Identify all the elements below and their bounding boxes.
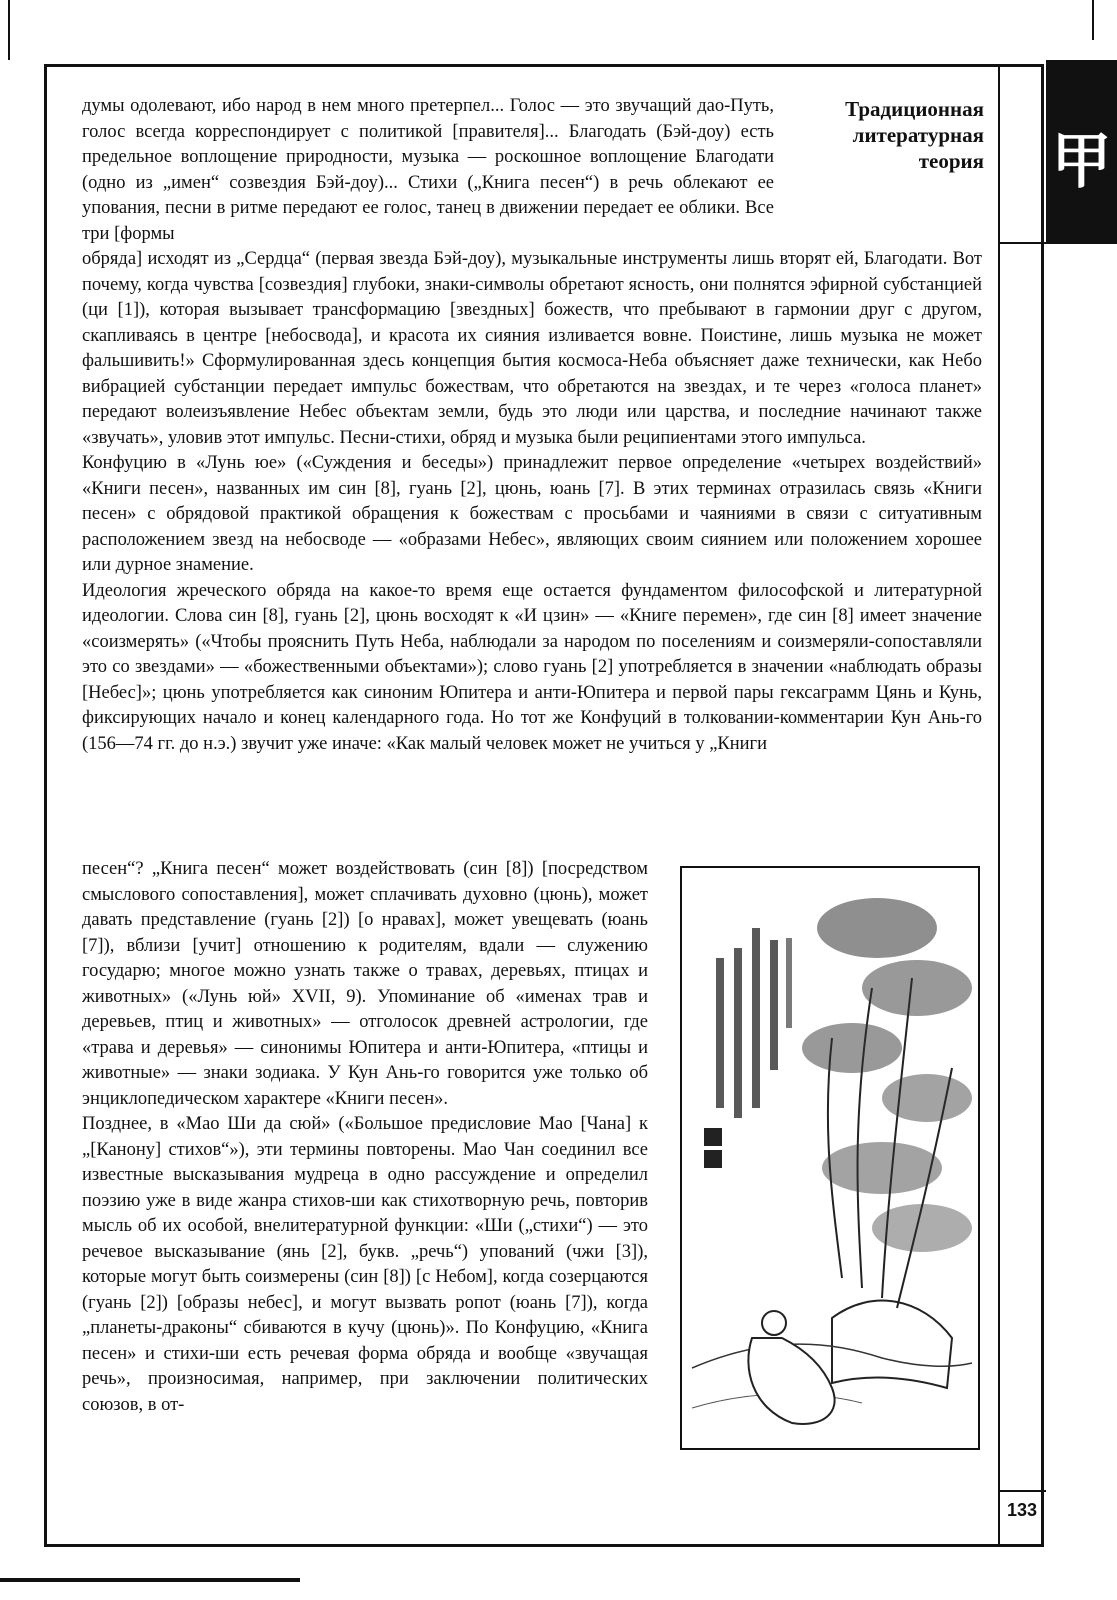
section-title-line: теория <box>918 149 984 173</box>
margin-rule <box>998 64 1000 1547</box>
paragraph: песен“? „Книга песен“ может воздействовать (син [8]) [посредством смыслового сопоставления], может сплачивать духовно (цюнь), может давать представление (гуань [2]) [о нравах], может увещевать (юань [7]), вблизи [учит] отношению к родителям, вдали — служению государю; многое можно узнать также о травах, деревьях, птицах и животных» («Лунь юй» XVII, 9). Упоминание об «именах трав и деревьев, птиц и животных» — отголосок древней астрологии, где «трава и деревья» — синонимы Юпитера и анти-Юпитера, «птицы и животные» — знаки зодиака. У Кун Ань-го говорится уже только об энциклопедическом характере «Книги песен». <box>82 859 648 1109</box>
tab-rule <box>998 242 1117 244</box>
main-column <box>82 247 982 757</box>
chapter-glyph-icon: 甲 <box>1051 127 1112 197</box>
chapter-tab <box>1046 60 1117 242</box>
ink-landscape-illustration-icon <box>682 868 978 1448</box>
paragraph: думы одолевают, ибо народ в нем много претерпел... Голос — это звучащий дао-Путь, голос всегда корреспондирует с политикой [правителя]... Благодать (Бэй-доу) есть предельное воплощение природности, музыка — роскошное воплощение Благодати (одно из „имен“ созвездия Бэй-доу)... Стихи („Книга песен“) в речь облекают ее упования, песни в ритме передают ее голос, танец в движении передает ее облики. Все три [формы <box>82 96 774 244</box>
scan-edge-mark <box>1092 0 1094 40</box>
illustration <box>680 866 980 1450</box>
narrow-column <box>82 857 648 1418</box>
page-number: 133 <box>998 1490 1046 1528</box>
paragraph: Позднее, в «Мао Ши да сюй» («Большое предисловие Мао [Чана] к „[Канону] стихов“»), эти термины повторены. Мао Чан соединил все известные высказывания мудреца в одно рассуждение и определил поэзию уже в виде жанра стихов-ши как стихотворную речь, повторив мысль об их особой, внелитературной функции: «Ши („стихи“) — это речевое высказывание (янь [2], букв. „речь“) упований (чжи [3]), которые могут быть соизмерены (син [8]) [с Небом], когда созерцаются (гуань [2]) [образы небес], и могут вызвать ропот (юань [7]), когда „планеты-драконы“ сбиваются в кучу (цюнь)». По Конфуцию, «Книга песен» и стихи-ши есть речевая форма обряда и вообще «звучащая речь», произносимая, например, при заключении политических союзов, в от- <box>82 1114 648 1415</box>
paragraph-top <box>82 94 774 247</box>
scan-edge-mark <box>0 1578 300 1582</box>
scan-edge-mark <box>8 0 10 60</box>
paragraph: Конфуцию в «Лунь юе» («Суждения и беседы») принадлежит первое определение «четырех воздействий» «Книги песен», названных им син [8], гуань [2], цюнь, юань [7]. В этих терминах отразилась связь «Книги песен» с обрядовой практикой обращения к божествам с просьбами и чаяниями в связи с ситуативным расположением звезд на небосводе — «образами Небес», являющих своим сиянием или положением хорошее или дурное знамение. <box>82 453 982 575</box>
paragraph: обряда] исходят из „Сердца“ (первая звезда Бэй-доу), музыкальные инструменты лишь вторят ей, Благодати. Вот почему, когда чувства [созвездия] глубоки, знаки-символы обретают ясность, они полнятся эфирной субстанцией (ци [1]), которая вызывает трансформацию [звездных] божеств, что пребывают в гармонии друг с другом, скапливаясь в центре [небосвода], и красота их сияния изливается вовне. Поистине, лишь музыка не может фальшивить!» Сформулированная здесь концепция бытия космоса-Неба объясняет даже технически, как Небо вибрацией субстанции передает импульс божествам, что обретаются на звездах, и те через «голоса планет» передают волеизъявление Небес объектам земли, будь это люди или царства, и последние начинают также «звучать», уловив этот импульс. Песни-стихи, обряд и музыка были реципиентами этого импульса. <box>82 249 982 448</box>
section-title-line: Традиционная <box>845 97 984 121</box>
section-title-line: литературная <box>852 123 984 147</box>
paragraph: Идеология жреческого обряда на какое-то время еще остается фундаментом философской и литературной идеологии. Слова син [8], гуань [2], цюнь восходят к «И цзин» — «Книге перемен», где син [8] имеет значение «соизмерять» («Чтобы прояснить Путь Неба, наблюдали за народом по поселениям и соизмеряли-сопоставляли это со звездами» — «божественными объектами»); слово гуань [2] употребляется в значении «наблюдать образы [Небес]»; цюнь употребляется как синоним Юпитера и анти-Юпитера и первой пары гексаграмм Цянь и Кунь, фиксирующих начало и конец календарного года. Но тот же Конфуций в толковании-комментарии Кун Ань-го (156—74 гг. до н.э.) звучит уже иначе: «Как малый человек может не учиться у „Книги <box>82 580 982 754</box>
section-title <box>808 96 984 174</box>
